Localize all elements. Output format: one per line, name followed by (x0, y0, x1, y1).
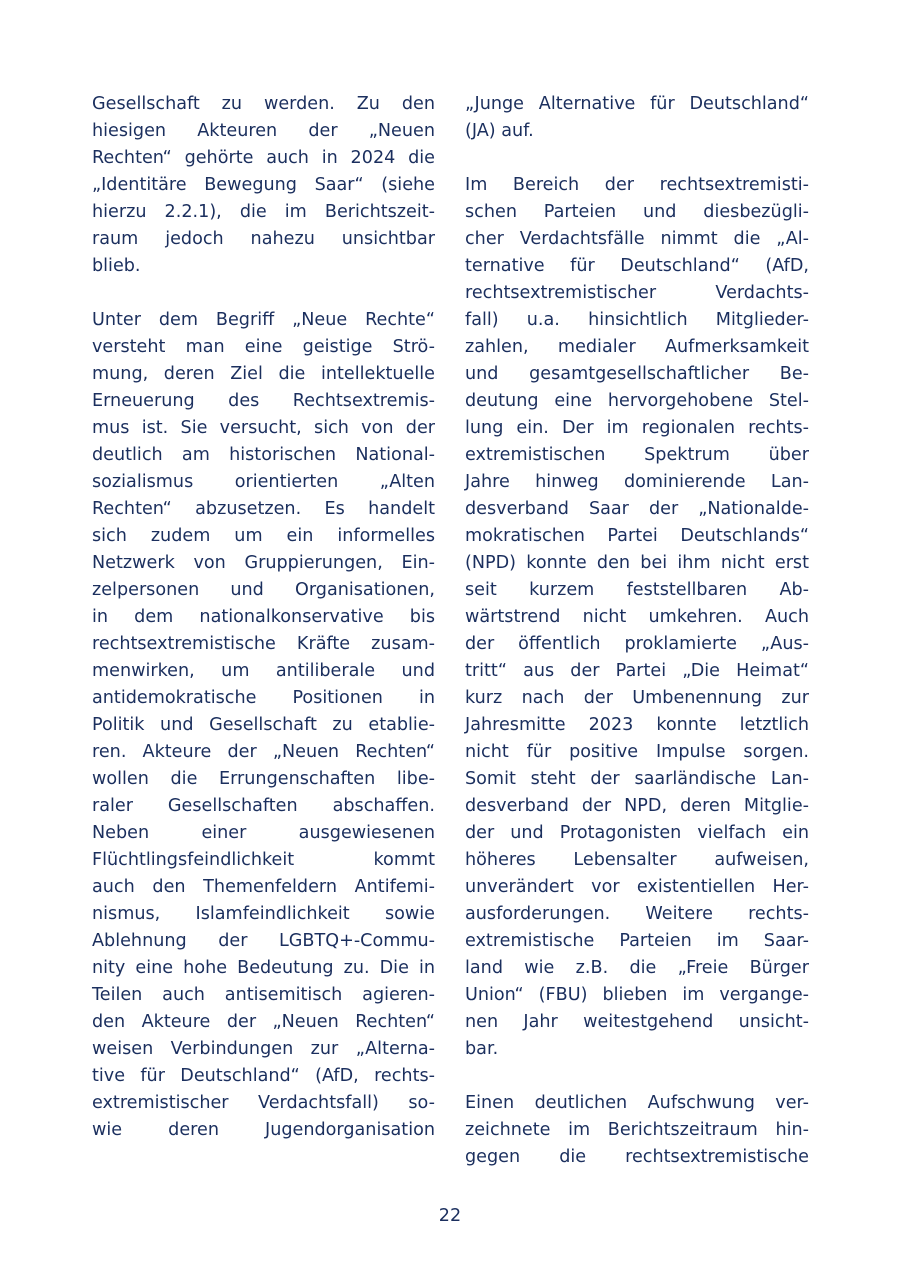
page-number: 22 (438, 1206, 462, 1226)
text-line: schen Parteien und diesbezügli- (465, 202, 809, 222)
text-line: ausforderungen. Weitere rechts- (465, 904, 809, 924)
text-line: auch den Themenfeldern Antifemi- (92, 877, 435, 897)
text-line: zeichnete im Berichtszeitraum hin- (465, 1120, 809, 1140)
text-line: extremistischen Spektrum über (465, 445, 809, 465)
text-line: wollen die Errungenschaften libe- (92, 769, 435, 789)
text-line: nen Jahr weitestgehend unsicht- (465, 1012, 809, 1032)
text-line: Rechten“ abzusetzen. Es handelt (92, 499, 435, 519)
paragraph (465, 91, 809, 145)
text-line: versteht man eine geistige Strö- (92, 337, 435, 357)
text-line: raum jedoch nahezu unsichtbar (92, 229, 435, 249)
text-line: sich zudem um ein informelles (92, 526, 435, 546)
text-line: rechtsextremistischer Verdachts- (465, 283, 809, 303)
text-line: extremistischer Verdachtsfall) so- (92, 1093, 435, 1113)
text-line: wärtstrend nicht umkehren. Auch (465, 607, 809, 627)
text-line: Neben einer ausgewiesenen (92, 823, 435, 843)
text-line: menwirken, um antiliberale und (92, 661, 435, 681)
text-line: ternative für Deutschland“ (AfD, (465, 256, 809, 276)
text-line: den Akteure der „Neuen Rechten“ (92, 1012, 435, 1032)
text-line: Union“ (FBU) blieben im vergange- (465, 985, 809, 1005)
text-line: desverband der NPD, deren Mitglie- (465, 796, 809, 816)
text-line: Netzwerk von Gruppierungen, Ein- (92, 553, 435, 573)
text-line: Einen deutlichen Aufschwung ver- (465, 1093, 809, 1113)
paragraph (465, 172, 809, 1063)
text-line: lung ein. Der im regionalen rechts- (465, 418, 809, 438)
text-line: Jahre hinweg dominierende Lan- (465, 472, 809, 492)
text-line: tritt“ aus der Partei „Die Heimat“ (465, 661, 809, 681)
text-line: hiesigen Akteuren der „Neuen (92, 121, 435, 141)
right-column (465, 91, 809, 1171)
text-line: höheres Lebensalter aufweisen, (465, 850, 809, 870)
text-line: Erneuerung des Rechtsextremis- (92, 391, 435, 411)
text-line: in dem nationalkonservative bis (92, 607, 435, 627)
text-line: antidemokratische Positionen in (92, 688, 435, 708)
text-line: nicht für positive Impulse sorgen. (465, 742, 809, 762)
text-line: Somit steht der saarländische Lan- (465, 769, 809, 789)
text-line: mus ist. Sie versucht, sich von der (92, 418, 435, 438)
paragraph (92, 91, 435, 280)
paragraph (92, 307, 435, 1144)
left-column (92, 91, 435, 1144)
text-line: Teilen auch antisemitisch agieren- (92, 985, 435, 1005)
text-line: hierzu 2.2.1), die im Berichtszeit- (92, 202, 435, 222)
paragraph-gap (465, 1063, 809, 1090)
text-line: deutung eine hervorgehobene Stel- (465, 391, 809, 411)
text-line: ren. Akteure der „Neuen Rechten“ (92, 742, 435, 762)
text-line: Flüchtlingsfeindlichkeit kommt (92, 850, 435, 870)
text-line: blieb. (92, 256, 141, 276)
text-line: raler Gesellschaften abschaffen. (92, 796, 435, 816)
text-line: wie deren Jugendorganisation (92, 1120, 435, 1140)
text-line: gegen die rechtsextremistische (465, 1147, 809, 1167)
text-line: Gesellschaft zu werden. Zu den (92, 94, 435, 114)
text-line: zelpersonen und Organisationen, (92, 580, 435, 600)
paragraph-gap (465, 145, 809, 172)
text-line: land wie z.B. die „Freie Bürger (465, 958, 809, 978)
text-line: tive für Deutschland“ (AfD, rechts- (92, 1066, 435, 1086)
text-line: Ablehnung der LGBTQ+-Commu- (92, 931, 435, 951)
text-line: fall) u.a. hinsichtlich Mitglieder- (465, 310, 809, 330)
text-line: Rechten“ gehörte auch in 2024 die (92, 148, 435, 168)
text-line: bar. (465, 1039, 499, 1059)
paragraph (465, 1090, 809, 1171)
text-line: Jahresmitte 2023 konnte letztlich (465, 715, 809, 735)
text-line: extremistische Parteien im Saar- (465, 931, 809, 951)
text-line: der öffentlich proklamierte „Aus- (465, 634, 809, 654)
text-line: mung, deren Ziel die intellektuelle (92, 364, 435, 384)
text-line: (NPD) konnte den bei ihm nicht erst (465, 553, 809, 573)
text-line: rechtsextremistische Kräfte zusam- (92, 634, 435, 654)
text-line: unverändert vor existentiellen Her- (465, 877, 809, 897)
text-line: weisen Verbindungen zur „Alterna- (92, 1039, 435, 1059)
text-line: „Identitäre Bewegung Saar“ (siehe (92, 175, 435, 195)
text-line: nity eine hohe Bedeutung zu. Die in (92, 958, 435, 978)
text-line: sozialismus orientierten „Alten (92, 472, 435, 492)
text-line: nismus, Islamfeindlichkeit sowie (92, 904, 435, 924)
text-line: Politik und Gesellschaft zu etablie- (92, 715, 435, 735)
text-line: mokratischen Partei Deutschlands“ (465, 526, 809, 546)
text-line: seit kurzem feststellbaren Ab- (465, 580, 809, 600)
text-line: deutlich am historischen National- (92, 445, 435, 465)
text-line: der und Protagonisten vielfach ein (465, 823, 809, 843)
text-line: cher Verdachtsfälle nimmt die „Al- (465, 229, 809, 249)
text-line: desverband Saar der „Nationalde- (465, 499, 809, 519)
text-line: kurz nach der Umbenennung zur (465, 688, 809, 708)
text-line: Im Bereich der rechtsextremisti- (465, 175, 809, 195)
paragraph-gap (92, 280, 435, 307)
text-line: zahlen, medialer Aufmerksamkeit (465, 337, 809, 357)
text-line: (JA) auf. (465, 121, 534, 141)
text-line: und gesamtgesellschaftlicher Be- (465, 364, 809, 384)
text-line: „Junge Alternative für Deutschland“ (465, 94, 809, 114)
text-line: Unter dem Begriff „Neue Rechte“ (92, 310, 435, 330)
